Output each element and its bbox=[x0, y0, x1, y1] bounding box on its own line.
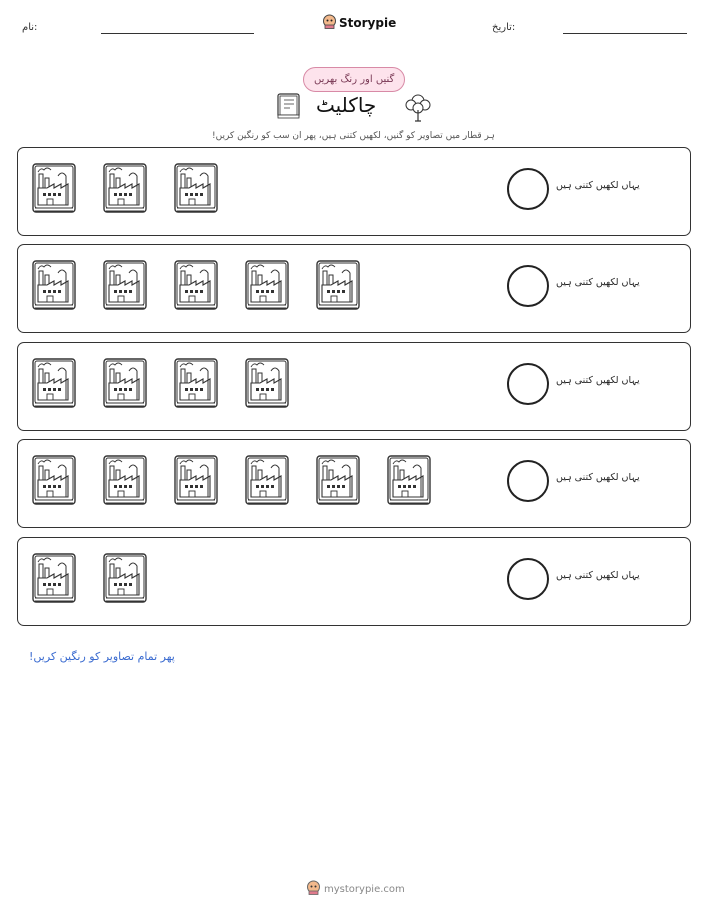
answer-circle[interactable] bbox=[507, 558, 549, 600]
chocolate-factory-box-icon bbox=[101, 452, 149, 511]
chocolate-factory-box-icon bbox=[314, 257, 362, 316]
activity-badge: گنیں اور رنگ بھریں bbox=[303, 67, 405, 92]
row-images bbox=[30, 355, 291, 414]
chocolate-factory-box-icon bbox=[30, 452, 78, 511]
storypie-mascot-icon bbox=[323, 14, 336, 32]
row-images bbox=[30, 160, 220, 219]
date-label: تاریخ: bbox=[492, 22, 516, 33]
chocolate-factory-box-icon bbox=[243, 257, 291, 316]
chocolate-factory-box-icon bbox=[172, 160, 220, 219]
chocolate-factory-box-icon bbox=[314, 452, 362, 511]
chocolate-factory-box-icon bbox=[101, 355, 149, 414]
name-line[interactable] bbox=[101, 33, 254, 34]
chocolate-factory-box-icon bbox=[30, 550, 78, 609]
answer-prompt: یہاں لکھیں کتنی ہیں bbox=[556, 180, 640, 191]
count-row bbox=[17, 537, 691, 626]
chocolate-factory-box-icon bbox=[172, 257, 220, 316]
chocolate-factory-box-icon bbox=[172, 452, 220, 511]
chocolate-factory-box-icon bbox=[30, 355, 78, 414]
footer-brand bbox=[307, 880, 405, 898]
chocolate-factory-box-icon bbox=[243, 452, 291, 511]
answer-circle[interactable] bbox=[507, 460, 549, 502]
instructions: ہر قطار میں تصاویر کو گنیں، لکھیں کتنی ہیں، پھر ان سب کو رنگین کریں! bbox=[212, 131, 495, 141]
answer-prompt: یہاں لکھیں کتنی ہیں bbox=[556, 570, 640, 581]
answer-prompt: یہاں لکھیں کتنی ہیں bbox=[556, 277, 640, 288]
chocolate-factory-box-icon bbox=[243, 355, 291, 414]
count-row bbox=[17, 147, 691, 236]
brand-name: Storypie bbox=[339, 16, 397, 30]
book-icon bbox=[276, 92, 302, 124]
answer-circle[interactable] bbox=[507, 168, 549, 210]
row-images bbox=[30, 452, 433, 511]
chocolate-factory-box-icon bbox=[101, 160, 149, 219]
answer-prompt: یہاں لکھیں کتنی ہیں bbox=[556, 472, 640, 483]
chocolate-factory-box-icon bbox=[172, 355, 220, 414]
answer-circle[interactable] bbox=[507, 265, 549, 307]
cocoa-tree-icon bbox=[402, 91, 434, 127]
footer-note: پھر تمام تصاویر کو رنگین کریں! bbox=[29, 650, 175, 663]
chocolate-factory-box-icon bbox=[101, 257, 149, 316]
chocolate-factory-box-icon bbox=[30, 257, 78, 316]
count-row bbox=[17, 244, 691, 333]
count-row bbox=[17, 342, 691, 431]
date-line[interactable] bbox=[563, 33, 687, 34]
chocolate-factory-box-icon bbox=[101, 550, 149, 609]
brand-logo bbox=[323, 14, 396, 32]
answer-prompt: یہاں لکھیں کتنی ہیں bbox=[556, 375, 640, 386]
chocolate-factory-box-icon bbox=[385, 452, 433, 511]
count-row bbox=[17, 439, 691, 528]
row-images bbox=[30, 550, 149, 609]
page-title: چاکلیٹ bbox=[316, 93, 377, 117]
row-images bbox=[30, 257, 362, 316]
answer-circle[interactable] bbox=[507, 363, 549, 405]
chocolate-factory-box-icon bbox=[30, 160, 78, 219]
footer-site[interactable]: mystorypie.com bbox=[324, 883, 405, 895]
name-label: نام: bbox=[22, 22, 38, 33]
storypie-mascot-icon bbox=[307, 880, 320, 898]
